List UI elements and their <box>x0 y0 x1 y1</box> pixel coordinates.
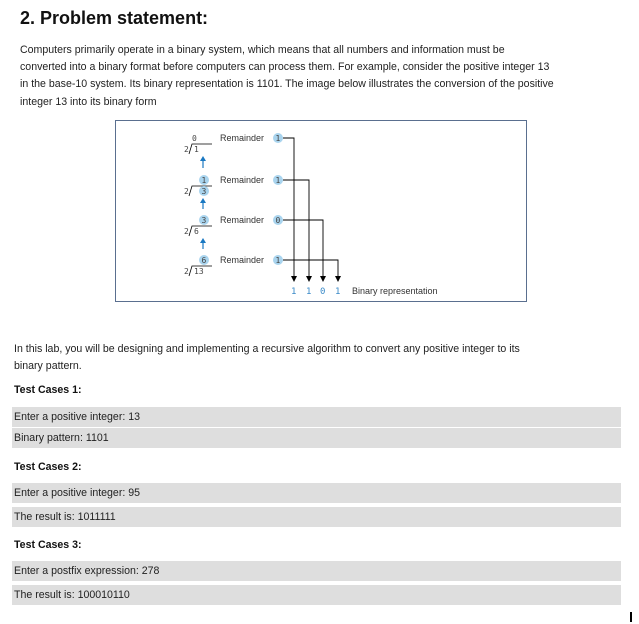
lab-paragraph <box>14 341 614 375</box>
division-step-4 <box>184 255 283 276</box>
row-separator <box>12 503 621 504</box>
binary-bit: 1 <box>335 287 341 297</box>
divisor: 2 <box>184 227 189 236</box>
divisor: 2 <box>184 187 189 196</box>
binary-bit: 1 <box>291 287 297 297</box>
test-case-1-input: Enter a positive integer: 13 <box>12 407 621 427</box>
arrow-up-icon <box>200 238 206 249</box>
intro-line: Computers primarily operate in a binary system, which means that all numbers and information must be <box>20 44 505 56</box>
remainder-value: 1 <box>275 256 281 265</box>
test-case-3-output: The result is: 100010110 <box>12 585 621 605</box>
connector-line <box>283 138 294 278</box>
quotient: 6 <box>201 256 207 265</box>
remainder-label: Remainder <box>220 255 265 265</box>
lab-line: binary pattern. <box>14 360 82 373</box>
connector-line <box>283 260 338 278</box>
dividend: 13 <box>194 267 204 276</box>
quotient: 3 <box>201 216 207 225</box>
intro-line: integer 13 into its binary form <box>20 95 157 108</box>
arrow-up-icon <box>200 198 206 209</box>
arrow-down-icons <box>291 276 341 282</box>
remainder-label: Remainder <box>220 175 265 185</box>
remainder-label: Remainder <box>220 215 265 225</box>
dividend: 1 <box>194 145 199 154</box>
dividend: 3 <box>201 187 207 196</box>
divisor: 2 <box>184 145 189 154</box>
text-cursor <box>630 612 632 622</box>
quotient: 1 <box>201 176 207 185</box>
binary-bit: 1 <box>306 287 312 297</box>
arrow-down-icon <box>335 276 341 282</box>
remainder-connectors <box>283 138 338 278</box>
test-case-2-title: Test Cases 2: <box>14 461 82 473</box>
dividend: 6 <box>194 227 199 236</box>
arrow-down-icon <box>291 276 297 282</box>
quotient: 0 <box>192 134 197 143</box>
arrow-down-icon <box>306 276 312 282</box>
connector-line <box>283 180 309 278</box>
intro-line: in the base-10 system. Its binary representation is 1101. The image below illustrates the conversion of the positive <box>20 78 554 91</box>
binary-conversion-figure <box>115 120 527 302</box>
binary-bit: 0 <box>320 287 326 297</box>
test-case-2-output: The result is: 1011111 <box>12 507 621 527</box>
remainder-value: 1 <box>275 176 281 185</box>
division-step-3 <box>184 215 283 236</box>
divisor: 2 <box>184 267 189 276</box>
test-case-3-title: Test Cases 3: <box>14 539 82 551</box>
test-case-3-input: Enter a postfix expression: 278 <box>12 561 621 581</box>
connector-line <box>283 220 323 278</box>
section-heading: 2. Problem statement: <box>20 8 209 28</box>
binary-representation-label: Binary representation <box>352 286 438 296</box>
binary-bits <box>291 287 340 297</box>
division-step-2 <box>184 175 283 196</box>
division-bracket <box>189 226 212 236</box>
arrow-down-icon <box>320 276 326 282</box>
remainder-value: 1 <box>275 134 281 143</box>
remainder-label: Remainder <box>220 133 265 143</box>
conversion-diagram <box>116 121 528 303</box>
test-case-1-output: Binary pattern: 1101 <box>12 428 621 448</box>
intro-paragraph <box>20 42 626 111</box>
remainder-value: 0 <box>275 216 281 225</box>
test-case-2-input: Enter a positive integer: 95 <box>12 483 621 503</box>
division-step-1 <box>184 133 283 154</box>
lab-line: In this lab, you will be designing and implementing a recursive algorithm to convert any positive integer to its <box>14 343 520 355</box>
test-case-1-title: Test Cases 1: <box>14 384 82 396</box>
row-separator <box>12 581 621 582</box>
division-bracket <box>189 144 212 154</box>
intro-line: converted into a binary format before computers can process them. For example, consider the positive integer 13 <box>20 61 550 74</box>
arrow-up-icon <box>200 156 206 168</box>
